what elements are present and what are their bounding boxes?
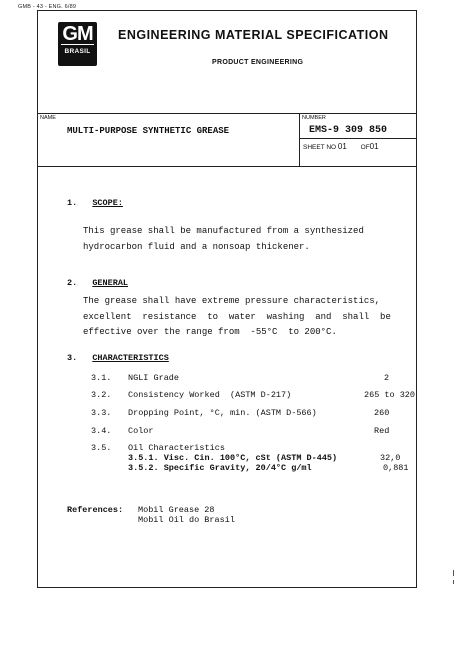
id-block-divider [37,166,417,167]
subitem-label: 3.5.1. Visc. Cin. 100°C, cSt (ASTM D-445) [128,453,338,463]
item-number: 3.4. [91,426,112,436]
logo-mark: GM [62,23,93,45]
section-title: CHARACTERISTICS [92,353,169,363]
subitem-value: 32,0 [380,453,401,463]
section-general-heading [67,278,128,288]
header-divider [37,113,417,114]
number-column-divider [299,113,300,166]
text-line: hydrocarbon fluid and a nonsoap thickener. [83,241,310,252]
item-label: Color [128,426,154,436]
section-title: GENERAL [92,278,129,288]
form-code: GMB - 43 - ENG. 6/89 [18,4,77,10]
section-number: 3. [67,353,78,363]
text-line: This grease shall be manufactured from a synthesized [83,226,364,236]
number-label: NUMBER [302,115,326,121]
sheet-no-value: 01 [337,142,347,151]
sheet-of-label: OF [360,144,370,151]
reference-line: Mobil Grease 28 [138,505,215,515]
item-number: 3.5. [91,443,112,453]
sheet-label: SHEET NO [303,144,337,151]
general-text [83,294,391,341]
gm-brasil-logo [58,22,97,66]
document-title: ENGINEERING MATERIAL SPECIFICATION [118,28,389,42]
section-title: SCOPE: [92,198,123,208]
text-line: effective over the range from -55°C to 200°C. [83,327,337,337]
item-label: Oil Characteristics [128,443,225,453]
sheet-of-value: 01 [369,142,379,151]
item-value: Red [374,426,390,436]
sheet-row-divider [299,138,417,139]
section-characteristics-heading [67,353,169,363]
section-scope-heading [67,198,123,208]
subitem-label: 3.5.2. Specific Gravity, 20/4°C g/ml [128,463,312,473]
reference-line: Mobil Oil do Brasil [138,515,235,525]
spec-name: MULTI-PURPOSE SYNTHETIC GREASE [67,126,230,136]
sheet-number [303,142,379,151]
item-number: 3.3. [91,408,112,418]
margin-mark [453,580,454,584]
item-number: 3.2. [91,390,112,400]
margin-mark [453,570,454,576]
section-number: 1. [67,198,78,208]
department-label: PRODUCT ENGINEERING [212,59,304,66]
references-label: References: [67,505,124,515]
item-label: Consistency Worked (ASTM D-217) [128,390,292,400]
spec-number: EMS-9 309 850 [309,125,388,136]
item-value: 2 [384,373,390,383]
section-number: 2. [67,278,78,288]
text-line: The grease shall have extreme pressure characteristics, [83,296,381,306]
subitem-value: 0,881 [383,463,409,473]
text-line: excellent resistance to water washing and shall be [83,311,391,322]
name-label: NAME [40,115,56,121]
scope-text [83,224,364,255]
item-label: NGLI Grade [128,373,180,383]
item-value: 260 [374,408,390,418]
item-label: Dropping Point, °C, min. (ASTM D-566) [128,408,317,418]
item-value: 265 to 320 [364,390,416,400]
logo-sub: BRASIL [64,48,91,55]
item-number: 3.1. [91,373,112,383]
